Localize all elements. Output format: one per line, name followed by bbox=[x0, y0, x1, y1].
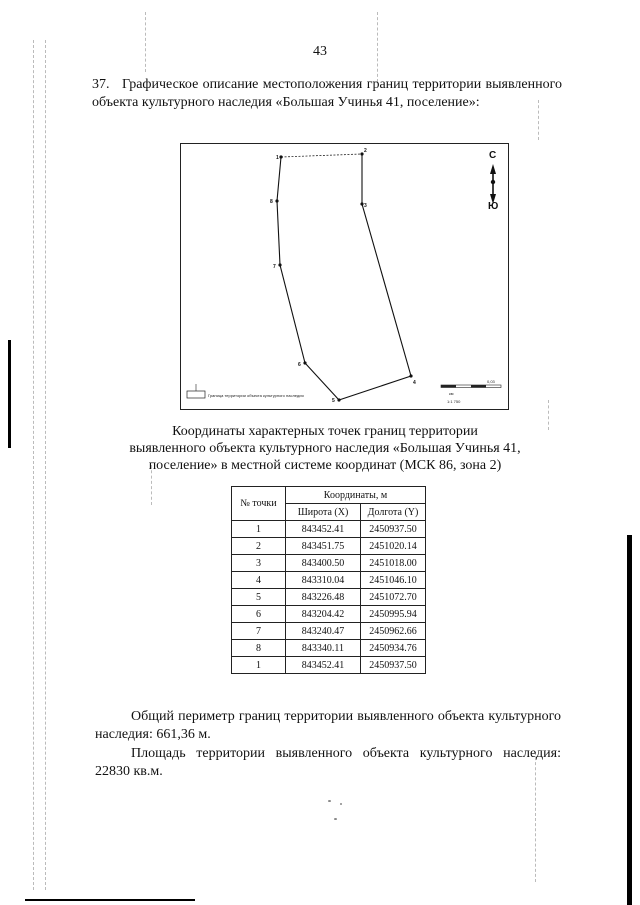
table-row bbox=[232, 521, 426, 538]
coordinates-table bbox=[231, 486, 426, 674]
map-legend bbox=[187, 384, 304, 398]
col-lon-header: Долгота (Y) bbox=[361, 504, 426, 521]
scan-fold-line bbox=[33, 40, 34, 890]
cell-point: 3 bbox=[232, 555, 286, 572]
scan-speck bbox=[328, 800, 331, 802]
col-coords-header: Координаты, м bbox=[286, 487, 426, 504]
boundary-vertices bbox=[275, 152, 412, 401]
legend-swatch bbox=[187, 391, 205, 398]
col-lat-header: Широта (X) bbox=[286, 504, 361, 521]
vertex-labels bbox=[270, 148, 416, 404]
cell-lon: 2451020.14 bbox=[361, 538, 426, 555]
cell-lat: 843452.41 bbox=[286, 521, 361, 538]
table-row bbox=[232, 623, 426, 640]
scan-speck bbox=[340, 803, 342, 805]
scan-edge-right bbox=[627, 535, 632, 905]
vertex-5 bbox=[337, 398, 340, 401]
table-row bbox=[232, 606, 426, 623]
caption-line: выявленного объекта культурного наследия «Большая Учинья 41, bbox=[129, 441, 521, 456]
table-header-row bbox=[232, 487, 426, 504]
cell-point: 6 bbox=[232, 606, 286, 623]
cell-point: 4 bbox=[232, 572, 286, 589]
vertex-label-1: 1 bbox=[276, 155, 279, 161]
vertex-label-6: 6 bbox=[298, 362, 301, 368]
vertex-label-5: 5 bbox=[332, 398, 335, 404]
compass-north-label: С bbox=[489, 150, 497, 161]
caption-line: поселение» в местной системе координат (МСК 86, зона 2) bbox=[148, 458, 502, 473]
cell-point: 2 bbox=[232, 538, 286, 555]
compass-south-label: Ю bbox=[488, 201, 499, 212]
cell-lat: 843204.42 bbox=[286, 606, 361, 623]
cell-lat: 843226.48 bbox=[286, 589, 361, 606]
vertex-label-8: 8 bbox=[270, 199, 273, 205]
vertex-6 bbox=[303, 361, 306, 364]
cell-lon: 2450934.76 bbox=[361, 640, 426, 657]
scan-fold-line bbox=[45, 40, 46, 890]
scan-speck bbox=[334, 818, 337, 820]
scale-number: 0,03 bbox=[487, 379, 495, 384]
table-row bbox=[232, 589, 426, 606]
scan-edge-bottom bbox=[25, 899, 195, 901]
cell-lat: 843340.11 bbox=[286, 640, 361, 657]
section-title: Графическое описание местоположения границ территории выявленного объекта культурного наследия «Большая Учинья 41, поселение»: bbox=[92, 77, 562, 110]
vertex-4 bbox=[409, 374, 412, 377]
boundary-map bbox=[180, 143, 509, 410]
vertex-8 bbox=[275, 199, 278, 202]
cell-lon: 2450995.94 bbox=[361, 606, 426, 623]
vertex-label-3: 3 bbox=[364, 203, 367, 209]
boundary-map-svg bbox=[181, 144, 508, 409]
cell-point: 5 bbox=[232, 589, 286, 606]
vertex-label-7: 7 bbox=[273, 264, 276, 270]
legend-label: Граница территории объекта культурного наследия bbox=[208, 393, 304, 398]
cell-point: 1 bbox=[232, 657, 286, 674]
cell-lon: 2450962.66 bbox=[361, 623, 426, 640]
caption-line: Координаты характерных точек границ территории bbox=[172, 424, 478, 439]
perimeter-paragraph: Общий периметр границ территории выявленного объекта культурного наследия: 661,36 м. bbox=[95, 709, 561, 742]
table-caption bbox=[90, 423, 560, 474]
col-point-header: № точки bbox=[232, 487, 286, 521]
page-number: 43 bbox=[313, 44, 327, 59]
cell-lat: 843452.41 bbox=[286, 657, 361, 674]
scale-bar bbox=[441, 379, 501, 404]
scan-edge-left bbox=[8, 340, 11, 448]
table-row bbox=[232, 657, 426, 674]
cell-lat: 843400.50 bbox=[286, 555, 361, 572]
table-row bbox=[232, 538, 426, 555]
table-row bbox=[232, 640, 426, 657]
table-row bbox=[232, 572, 426, 589]
cell-point: 8 bbox=[232, 640, 286, 657]
vertex-label-4: 4 bbox=[413, 380, 416, 386]
cell-point: 7 bbox=[232, 623, 286, 640]
cell-lon: 2451072.70 bbox=[361, 589, 426, 606]
cell-lat: 843240.47 bbox=[286, 623, 361, 640]
vertex-1 bbox=[279, 155, 282, 158]
compass-arrow bbox=[490, 164, 496, 204]
cell-lon: 2450937.50 bbox=[361, 521, 426, 538]
dashed-top-edge bbox=[281, 154, 362, 157]
cell-point: 1 bbox=[232, 521, 286, 538]
area-paragraph: Площадь территории выявленного объекта культурного наследия: 22830 кв.м. bbox=[95, 746, 561, 779]
scale-label: 1:1 750 bbox=[447, 399, 461, 404]
cell-lat: 843310.04 bbox=[286, 572, 361, 589]
cell-lat: 843451.75 bbox=[286, 538, 361, 555]
cell-lon: 2451046.10 bbox=[361, 572, 426, 589]
cell-lon: 2451018.00 bbox=[361, 555, 426, 572]
vertex-label-2: 2 bbox=[364, 148, 367, 154]
vertex-7 bbox=[278, 263, 281, 266]
cell-lon: 2450937.50 bbox=[361, 657, 426, 674]
table-row bbox=[232, 555, 426, 572]
scale-unit: км bbox=[449, 391, 454, 396]
scan-fold-line bbox=[145, 12, 146, 72]
section-heading bbox=[92, 76, 562, 112]
section-number: 37. bbox=[92, 77, 110, 92]
